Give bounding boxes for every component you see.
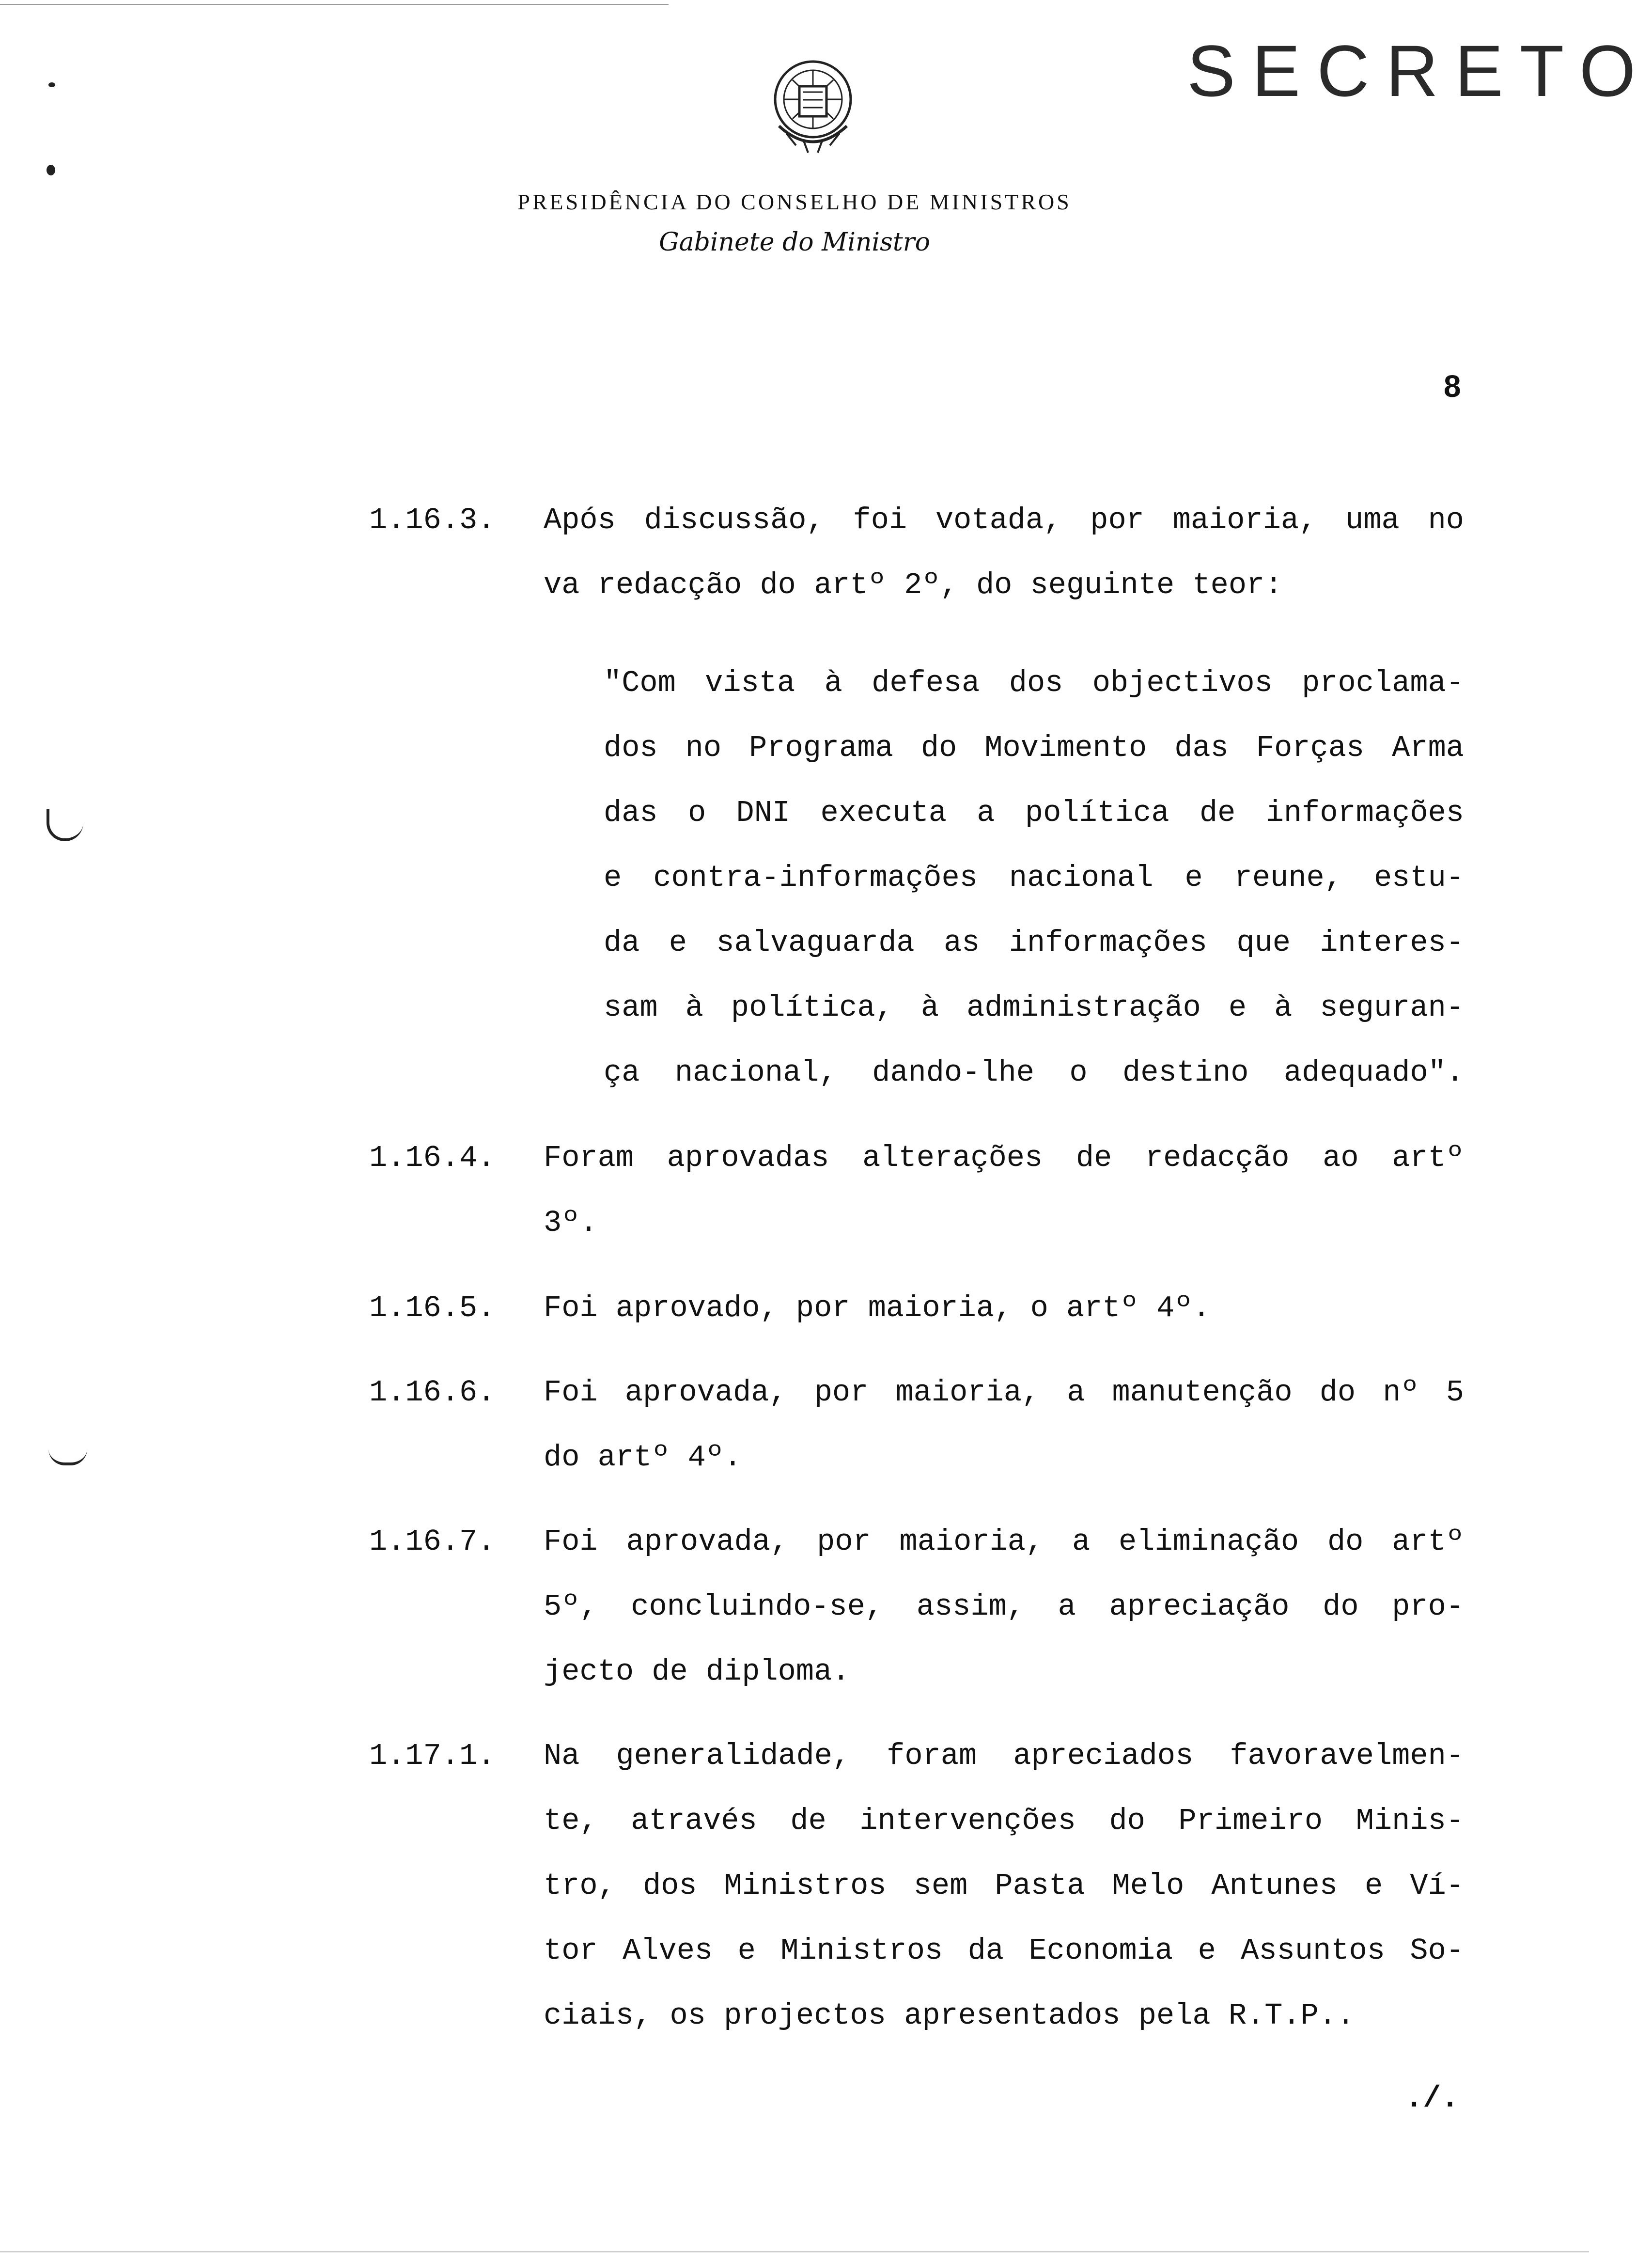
text-line: tor Alves e Ministros da Economia e Assuntos So- [544, 1934, 1464, 1968]
quote-line: "Com vista à defesa dos objectivos proclama- [604, 666, 1464, 700]
text-line: tro, dos Ministros sem Pasta Melo Antunes e Ví- [544, 1869, 1464, 1903]
text-line: 3º. [544, 1206, 598, 1240]
continuation-mark: ./. [1405, 2081, 1459, 2116]
hole-punch-mark [48, 1449, 87, 1465]
item-number-1-17-1: 1.17.1. [369, 1739, 496, 1773]
quote-line: ça nacional, dando-lhe o destino adequado". [604, 1055, 1464, 1090]
scan-speck [48, 82, 55, 87]
text-line: Após discussão, foi votada, por maioria, uma no [544, 503, 1464, 537]
coat-of-arms-emblem [760, 53, 866, 165]
item-number-1-16-5: 1.16.5. [369, 1291, 496, 1325]
text-line: ciais, os projectos apresentados pela R.T.P.. [544, 1998, 1355, 2033]
text-line: Foi aprovada, por maioria, a manutenção do nº 5 [544, 1375, 1464, 1410]
quote-line: da e salvaguarda as informações que interes- [604, 926, 1464, 960]
text-line: 5º, concluindo-se, assim, a apreciação do pro- [544, 1589, 1464, 1624]
cabinet-subheading: Gabinete do Ministro [659, 228, 930, 257]
scan-speck [47, 165, 55, 175]
page-number: 8 [1444, 369, 1461, 404]
text-line: va redacção do artº 2º, do seguinte teor: [544, 568, 1283, 602]
office-heading: PRESIDÊNCIA DO CONSELHO DE MINISTROS [517, 189, 1072, 214]
text-line: Foi aprovada, por maioria, a eliminação do artº [544, 1525, 1464, 1559]
item-number-1-16-3: 1.16.3. [369, 503, 496, 537]
text-line: jecto de diploma. [544, 1654, 850, 1689]
item-number-1-16-6: 1.16.6. [369, 1375, 496, 1410]
quote-line: dos no Programa do Movimento das Forças Arma [604, 731, 1464, 765]
quote-line: sam à política, à administração e à seguran- [604, 990, 1464, 1025]
scan-edge-line [0, 4, 669, 5]
item-number-1-16-4: 1.16.4. [369, 1141, 496, 1175]
text-line: Foram aprovadas alterações de redacção ao artº [544, 1141, 1464, 1175]
text-line: do artº 4º. [544, 1440, 742, 1475]
text-line: Foi aprovado, por maioria, o artº 4º. [544, 1291, 1211, 1325]
quote-line: e contra-informações nacional e reune, estu- [604, 861, 1464, 895]
classification-stamp: SECRETO [1187, 30, 1652, 111]
text-line: te, através de intervenções do Primeiro Minis- [544, 1804, 1464, 1838]
text-line: Na generalidade, foram apreciados favoravelmen- [544, 1739, 1464, 1773]
scan-edge-line [0, 2251, 1589, 2252]
quote-line: das o DNI executa a política de informações [604, 796, 1464, 830]
item-number-1-16-7: 1.16.7. [369, 1525, 496, 1559]
hole-punch-mark [47, 809, 83, 841]
